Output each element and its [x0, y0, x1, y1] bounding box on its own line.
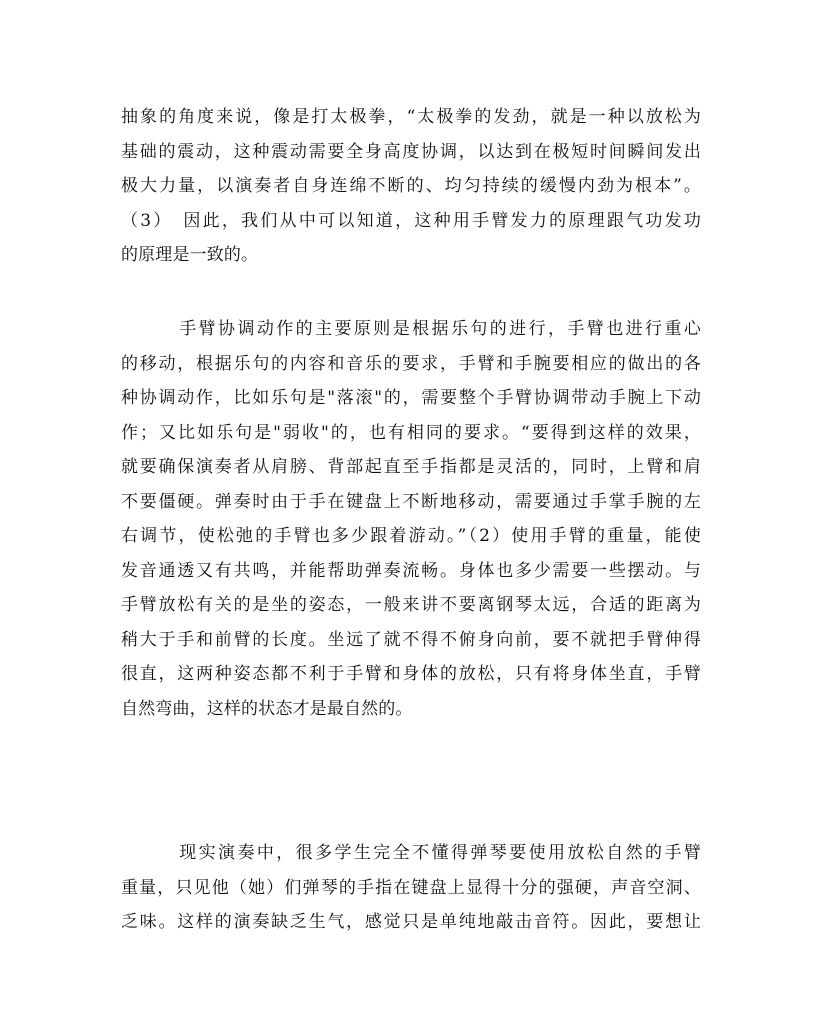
text-line: 的原理是一致的。 — [121, 245, 259, 265]
text-line: 抽象的角度来说，像是打太极拳，“太极拳的发劲，就是一种以放松为 — [121, 107, 701, 127]
paragraph-2 — [121, 312, 701, 726]
text-line: 稍大于手和前臂的长度。坐远了就不得不俯身向前，要不就把手臂伸得 — [121, 629, 701, 650]
text-line: 手臂放松有关的是坐的姿态，一般来讲不要离钢琴太远，合适的距离为 — [121, 595, 701, 615]
text-line: 种协调动作，比如乐句是"落滚"的，需要整个手臂协调带动手腕上下动 — [121, 388, 701, 408]
paragraph-3 — [121, 836, 701, 940]
text-line: 极大力量，以演奏者自身连绵不断的、均匀持续的缓慢内劲为根本”。 — [121, 176, 701, 196]
text-line: 就要确保演奏者从肩膀、背部起直至手指都是灵活的，同时，上臂和肩 — [121, 457, 701, 477]
text-line: 的移动，根据乐句的内容和音乐的要求，手臂和手腕要相应的做出的各 — [121, 353, 701, 374]
paragraph-1 — [121, 100, 701, 273]
text-line: 很直，这两种姿态都不利于手臂和身体的放松，只有将身体坐直，手臂 — [121, 664, 701, 684]
text-line: 自然弯曲，这样的状态才是最自然的。 — [121, 698, 413, 719]
text-line: （3） 因此，我们从中可以知道，这种用手臂发力的原理跟气功发功 — [121, 210, 701, 231]
text-line: 乏味。这样的演奏缺乏生气，感觉只是单纯地敲击音符。因此，要想让 — [121, 912, 701, 932]
text-line: 不要僵硬。弹奏时由于手在键盘上不断地移动，需要通过手掌手腕的左 — [121, 491, 701, 512]
text-line: 右调节，使松弛的手臂也多少跟着游动。”（2）使用手臂的重量，能使 — [121, 526, 701, 546]
text-line: 基础的震动，这种震动需要全身高度协调，以达到在极短时间瞬间发出 — [121, 141, 701, 162]
text-line: 发音通透又有共鸣，并能帮助弹奏流畅。身体也多少需要一些摆动。与 — [121, 560, 701, 581]
text-line: 作；又比如乐句是"弱收"的，也有相同的要求。“要得到这样的效果， — [121, 422, 701, 443]
text-line: 手臂协调动作的主要原则是根据乐句的进行，手臂也进行重心 — [121, 319, 701, 339]
text-line: 重量，只见他（她）们弹琴的手指在键盘上显得十分的强硬，声音空洞、 — [121, 877, 701, 898]
text-line: 现实演奏中，很多学生完全不懂得弹琴要使用放松自然的手臂 — [121, 843, 701, 863]
